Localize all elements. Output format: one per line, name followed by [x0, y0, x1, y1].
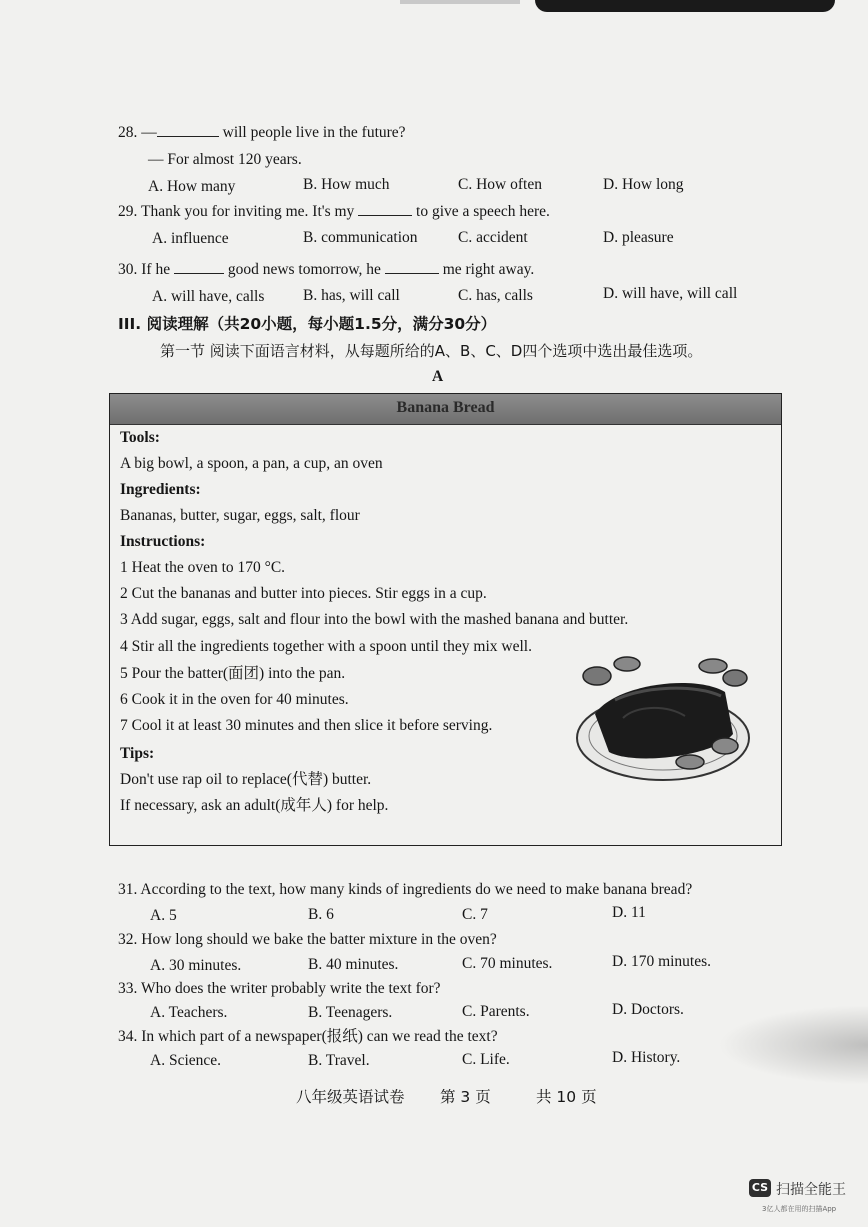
question-28-answer-line: — For almost 120 years. [148, 151, 302, 168]
question-30-stem [118, 259, 534, 280]
instruction-step: 3 Add sugar, eggs, salt and flour into the bowl with the mashed banana and butter. [120, 611, 629, 628]
answer-blank [157, 122, 219, 137]
instruction-step: 2 Cut the bananas and butter into pieces. Stir eggs in a cup. [120, 585, 487, 602]
recipe-title: Banana Bread [396, 399, 495, 416]
q31-option-c: C. 7 [462, 906, 488, 923]
q30-option-c: C. has, calls [458, 287, 533, 304]
q33-option-c: C. Parents. [462, 1003, 530, 1020]
q30-stem-c: me right away. [438, 261, 535, 278]
q33-option-d: D. Doctors. [612, 1001, 684, 1018]
instruction-step: 5 Pour the batter(面团) into the pan. [120, 665, 346, 682]
q28-option-a: A. How many [148, 178, 236, 195]
tools-list: A big bowl, a spoon, a pan, a cup, an oven [120, 455, 383, 472]
answer-blank [174, 259, 224, 274]
tip-item: If necessary, ask an adult(成年人) for help. [120, 797, 389, 814]
q32-option-a: A. 30 minutes. [150, 957, 242, 974]
q30-option-a: A. will have, calls [152, 288, 265, 305]
q29-stem-a: 29. Thank you for inviting me. It's my [118, 203, 359, 220]
q31-option-b: B. 6 [308, 906, 334, 923]
footer-total-pages: 共 10 页 [536, 1088, 597, 1106]
answer-blank [358, 201, 412, 216]
top-scan-edge [535, 0, 835, 12]
q28-option-c: C. How often [458, 176, 542, 193]
tips-heading: Tips: [120, 745, 155, 762]
q29-option-a: A. influence [152, 230, 229, 247]
q28-prefix: 28. — [118, 124, 157, 141]
q33-option-a: A. Teachers. [150, 1004, 228, 1021]
instruction-step: 4 Stir all the ingredients together with a spoon until they mix well. [120, 638, 532, 655]
q34-option-c: C. Life. [462, 1051, 510, 1068]
q34-option-d: D. History. [612, 1049, 681, 1066]
q30-stem-b: good news tomorrow, he [223, 261, 385, 278]
tools-heading: Tools: [120, 429, 160, 446]
q29-option-d: D. pleasure [603, 229, 674, 246]
q30-stem-a: 30. If he [118, 261, 174, 278]
section-title: III. 阅读理解（共20小题，每小题1.5分，满分30分） [118, 315, 497, 333]
q31-option-d: D. 11 [612, 904, 646, 921]
question-29-stem [118, 201, 550, 222]
answer-blank [385, 259, 439, 274]
q29-option-b: B. communication [303, 229, 418, 246]
q28-option-b: B. How much [303, 176, 390, 193]
question-28-stem [118, 122, 406, 143]
q30-option-d: D. will have, will call [603, 285, 738, 302]
q34-option-b: B. Travel. [308, 1052, 370, 1069]
top-smudge [400, 0, 520, 4]
instruction-step: 7 Cool it at least 30 minutes and then slice it before serving. [120, 717, 493, 734]
ingredients-list: Bananas, butter, sugar, eggs, salt, flour [120, 507, 360, 524]
recipe-box [109, 393, 782, 846]
ingredients-heading: Ingredients: [120, 481, 201, 498]
question-33-stem: 33. Who does the writer probably write the text for? [118, 980, 441, 997]
q32-option-d: D. 170 minutes. [612, 953, 712, 970]
q30-option-b: B. has, will call [303, 287, 400, 304]
q32-option-c: C. 70 minutes. [462, 955, 553, 972]
footer-page-number: 第 3 页 [440, 1088, 491, 1106]
q29-option-c: C. accident [458, 229, 528, 246]
q28-stem-text: will people live in the future? [218, 124, 406, 141]
scan-shadow [718, 1005, 868, 1085]
camscanner-name: 扫描全能王 [776, 1182, 846, 1198]
q29-stem-b: to give a speech here. [412, 203, 550, 220]
q34-option-a: A. Science. [150, 1052, 222, 1069]
instruction-step: 1 Heat the oven to 170 °C. [120, 559, 286, 576]
banana-bread-illustration [575, 656, 755, 786]
camscanner-tagline: 3亿人都在用的扫描App [762, 1205, 837, 1213]
instruction-step: 6 Cook it in the oven for 40 minutes. [120, 691, 349, 708]
tip-item: Don't use rap oil to replace(代替) butter. [120, 771, 372, 788]
q33-option-b: B. Teenagers. [308, 1004, 393, 1021]
section-intro: 第一节 阅读下面语言材料，从每题所给的A、B、C、D四个选项中选出最佳选项。 [160, 342, 703, 360]
recipe-header [110, 394, 781, 425]
q28-option-d: D. How long [603, 176, 684, 193]
camscanner-logo-icon: CS [749, 1179, 771, 1197]
instructions-heading: Instructions: [120, 533, 206, 550]
question-32-stem: 32. How long should we bake the batter mixture in the oven? [118, 931, 497, 948]
q32-option-b: B. 40 minutes. [308, 956, 399, 973]
passage-label: A [432, 368, 444, 385]
footer-exam-name: 八年级英语试卷 [296, 1088, 405, 1106]
question-31-stem: 31. According to the text, how many kinds of ingredients do we need to make banana bread? [118, 881, 693, 898]
q31-option-a: A. 5 [150, 907, 177, 924]
question-34-stem: 34. In which part of a newspaper(报纸) can we read the text? [118, 1028, 498, 1045]
